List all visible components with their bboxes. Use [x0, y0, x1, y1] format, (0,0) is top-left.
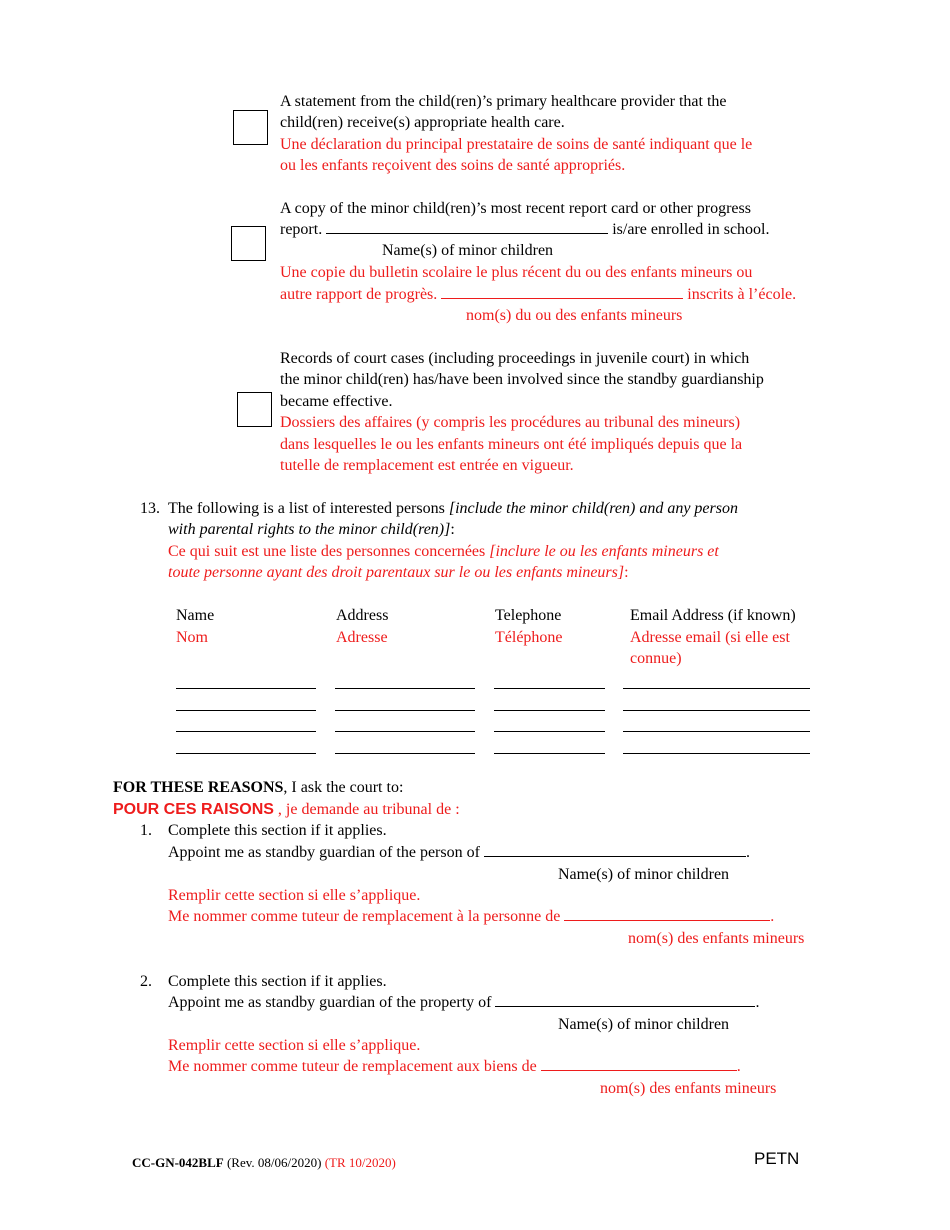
interested-person-field[interactable]: [176, 710, 316, 711]
interested-person-field[interactable]: [623, 753, 810, 754]
request-1-fr-2: [168, 906, 774, 927]
item-13-fr-2-ital: toute personne ayant des droit parentaux sur le ou les enfants mineurs]: [168, 564, 625, 581]
request-1-fr-1: Remplir cette section si elle s’applique.: [168, 887, 421, 904]
interested-person-field[interactable]: [494, 710, 605, 711]
healthcare-statement-en-1: A statement from the child(ren)’s primary healthcare provider that the: [280, 93, 727, 110]
healthcare-statement-fr-1: Une déclaration du principal prestataire de soins de santé indiquant que le: [280, 136, 753, 153]
court-records-en-2: the minor child(ren) has/have been involved since the standby guardianship: [280, 371, 764, 388]
item-13-fr-1: [168, 541, 719, 562]
request-2-number: 2.: [140, 973, 152, 990]
item-13-en-2: [168, 519, 455, 540]
item-13-fr-1-plain: Ce qui suit est une liste des personnes concernées: [168, 543, 490, 560]
reasons-en-bold: FOR THESE REASONS: [113, 779, 284, 796]
checkbox-healthcare-statement[interactable]: [233, 110, 268, 145]
item-13-en-1-plain: The following is a list of interested persons: [168, 500, 449, 517]
footer-revision: (Rev. 08/06/2020): [223, 1155, 325, 1170]
request-1-person-field[interactable]: [484, 842, 746, 857]
request-1-fr-period: .: [770, 908, 775, 925]
interested-person-field[interactable]: [335, 710, 475, 711]
interested-person-field[interactable]: [623, 688, 810, 689]
report-card-fr-caption: nom(s) du ou des enfants mineurs: [466, 307, 683, 324]
report-card-en-2-pre: report.: [280, 221, 327, 238]
col-header-email-fr-1: Adresse email (si elle est: [630, 629, 790, 646]
interested-person-field[interactable]: [494, 688, 605, 689]
healthcare-statement-en-2: child(ren) receive(s) appropriate health care.: [280, 114, 565, 131]
checkbox-report-card[interactable]: [231, 226, 266, 261]
reasons-en: [113, 777, 403, 798]
request-2-fr-period: .: [736, 1058, 741, 1075]
request-2-property-field[interactable]: [495, 992, 755, 1007]
footer-form-id: CC-GN-042BLF: [132, 1155, 224, 1170]
request-1-en-1: Complete this section if it applies.: [168, 822, 387, 839]
report-card-en-2: [280, 219, 770, 240]
interested-person-field[interactable]: [623, 710, 810, 711]
item-13-en-1: [168, 498, 738, 519]
request-2-fr-1: Remplir cette section si elle s’applique.: [168, 1037, 421, 1054]
request-1-fr-person-field[interactable]: [564, 906, 770, 921]
interested-person-field[interactable]: [623, 731, 810, 732]
request-2-fr-property-field[interactable]: [541, 1056, 737, 1071]
interested-person-field[interactable]: [176, 688, 316, 689]
request-1-number: 1.: [140, 822, 152, 839]
request-1-en-2: [168, 842, 750, 863]
request-2-en-2: [168, 992, 759, 1013]
col-header-name: Name: [176, 607, 215, 624]
interested-person-field[interactable]: [176, 753, 316, 754]
request-1-fr-caption: nom(s) des enfants mineurs: [628, 930, 805, 947]
item-13-number: 13.: [140, 500, 160, 517]
report-card-fr-2: [280, 284, 796, 305]
request-2-fr-2-text: Me nommer comme tuteur de remplacement aux biens de: [168, 1058, 541, 1075]
request-2-en-1: Complete this section if it applies.: [168, 973, 387, 990]
item-13-en-1-ital: [include the minor child(ren) and any person: [448, 500, 738, 517]
checkbox-court-records[interactable]: [237, 392, 272, 427]
report-card-en-1: A copy of the minor child(ren)’s most recent report card or other progress: [280, 200, 751, 217]
reasons-fr-bold: POUR CES RAISONS: [113, 801, 274, 818]
col-header-address: Address: [336, 607, 389, 624]
col-header-name-fr: Nom: [176, 629, 208, 646]
col-header-email: Email Address (if known): [630, 607, 796, 624]
court-records-fr-2: dans lesquelles le ou les enfants mineurs ont été impliqués depuis que la: [280, 436, 743, 453]
interested-person-field[interactable]: [335, 731, 475, 732]
court-records-en-1: Records of court cases (including proceedings in juvenile court) in which: [280, 350, 750, 367]
item-13-en-2-end: :: [450, 521, 455, 538]
court-records-fr-3: tutelle de remplacement est entrée en vigueur.: [280, 457, 574, 474]
reasons-en-rest: , I ask the court to:: [283, 779, 404, 796]
report-card-en-2-post: is/are enrolled in school.: [608, 221, 770, 238]
request-2-fr-2: [168, 1056, 741, 1077]
report-card-fr-1: Une copie du bulletin scolaire le plus récent du ou des enfants mineurs ou: [280, 264, 753, 281]
interested-person-field[interactable]: [494, 753, 605, 754]
healthcare-statement-fr-2: ou les enfants reçoivent des soins de santé appropriés.: [280, 157, 626, 174]
interested-person-field[interactable]: [494, 731, 605, 732]
request-2-fr-caption: nom(s) des enfants mineurs: [600, 1080, 777, 1097]
col-header-email-fr-2: connue): [630, 650, 682, 667]
footer-form-code: PETN: [754, 1149, 800, 1168]
reasons-fr: [113, 799, 460, 820]
interested-person-field[interactable]: [176, 731, 316, 732]
item-13-fr-1-ital: [inclure le ou les enfants mineurs et: [489, 543, 719, 560]
request-1-en-caption: Name(s) of minor children: [558, 866, 730, 883]
request-2-en-caption: Name(s) of minor children: [558, 1016, 730, 1033]
interested-person-field[interactable]: [335, 753, 475, 754]
col-header-telephone: Telephone: [495, 607, 562, 624]
item-13-en-2-ital: with parental rights to the minor child(ren)]: [168, 521, 451, 538]
request-1-en-2-text: Appoint me as standby guardian of the person of: [168, 844, 484, 861]
request-1-en-period: .: [745, 844, 750, 861]
col-header-address-fr: Adresse: [336, 629, 388, 646]
report-card-fr-2-post: inscrits à l’école.: [683, 286, 797, 303]
request-2-en-2-text: Appoint me as standby guardian of the property of: [168, 994, 496, 1011]
interested-person-field[interactable]: [335, 688, 475, 689]
col-header-telephone-fr: Téléphone: [495, 629, 563, 646]
footer-form-info: [132, 1152, 396, 1173]
court-records-en-3: became effective.: [280, 393, 393, 410]
request-2-en-period: .: [755, 994, 760, 1011]
report-card-children-field[interactable]: [326, 219, 608, 234]
report-card-fr-children-field[interactable]: [441, 284, 683, 299]
reasons-fr-rest: , je demande au tribunal de :: [273, 801, 460, 818]
item-13-fr-2-end: :: [624, 564, 629, 581]
request-1-fr-2-text: Me nommer comme tuteur de remplacement à la personne de: [168, 908, 565, 925]
footer-translation: (TR 10/2020): [324, 1155, 396, 1170]
item-13-fr-2: [168, 562, 629, 583]
court-records-fr-1: Dossiers des affaires (y compris les procédures au tribunal des mineurs): [280, 414, 741, 431]
report-card-fr-2-pre: autre rapport de progrès.: [280, 286, 442, 303]
report-card-en-caption: Name(s) of minor children: [382, 242, 554, 259]
